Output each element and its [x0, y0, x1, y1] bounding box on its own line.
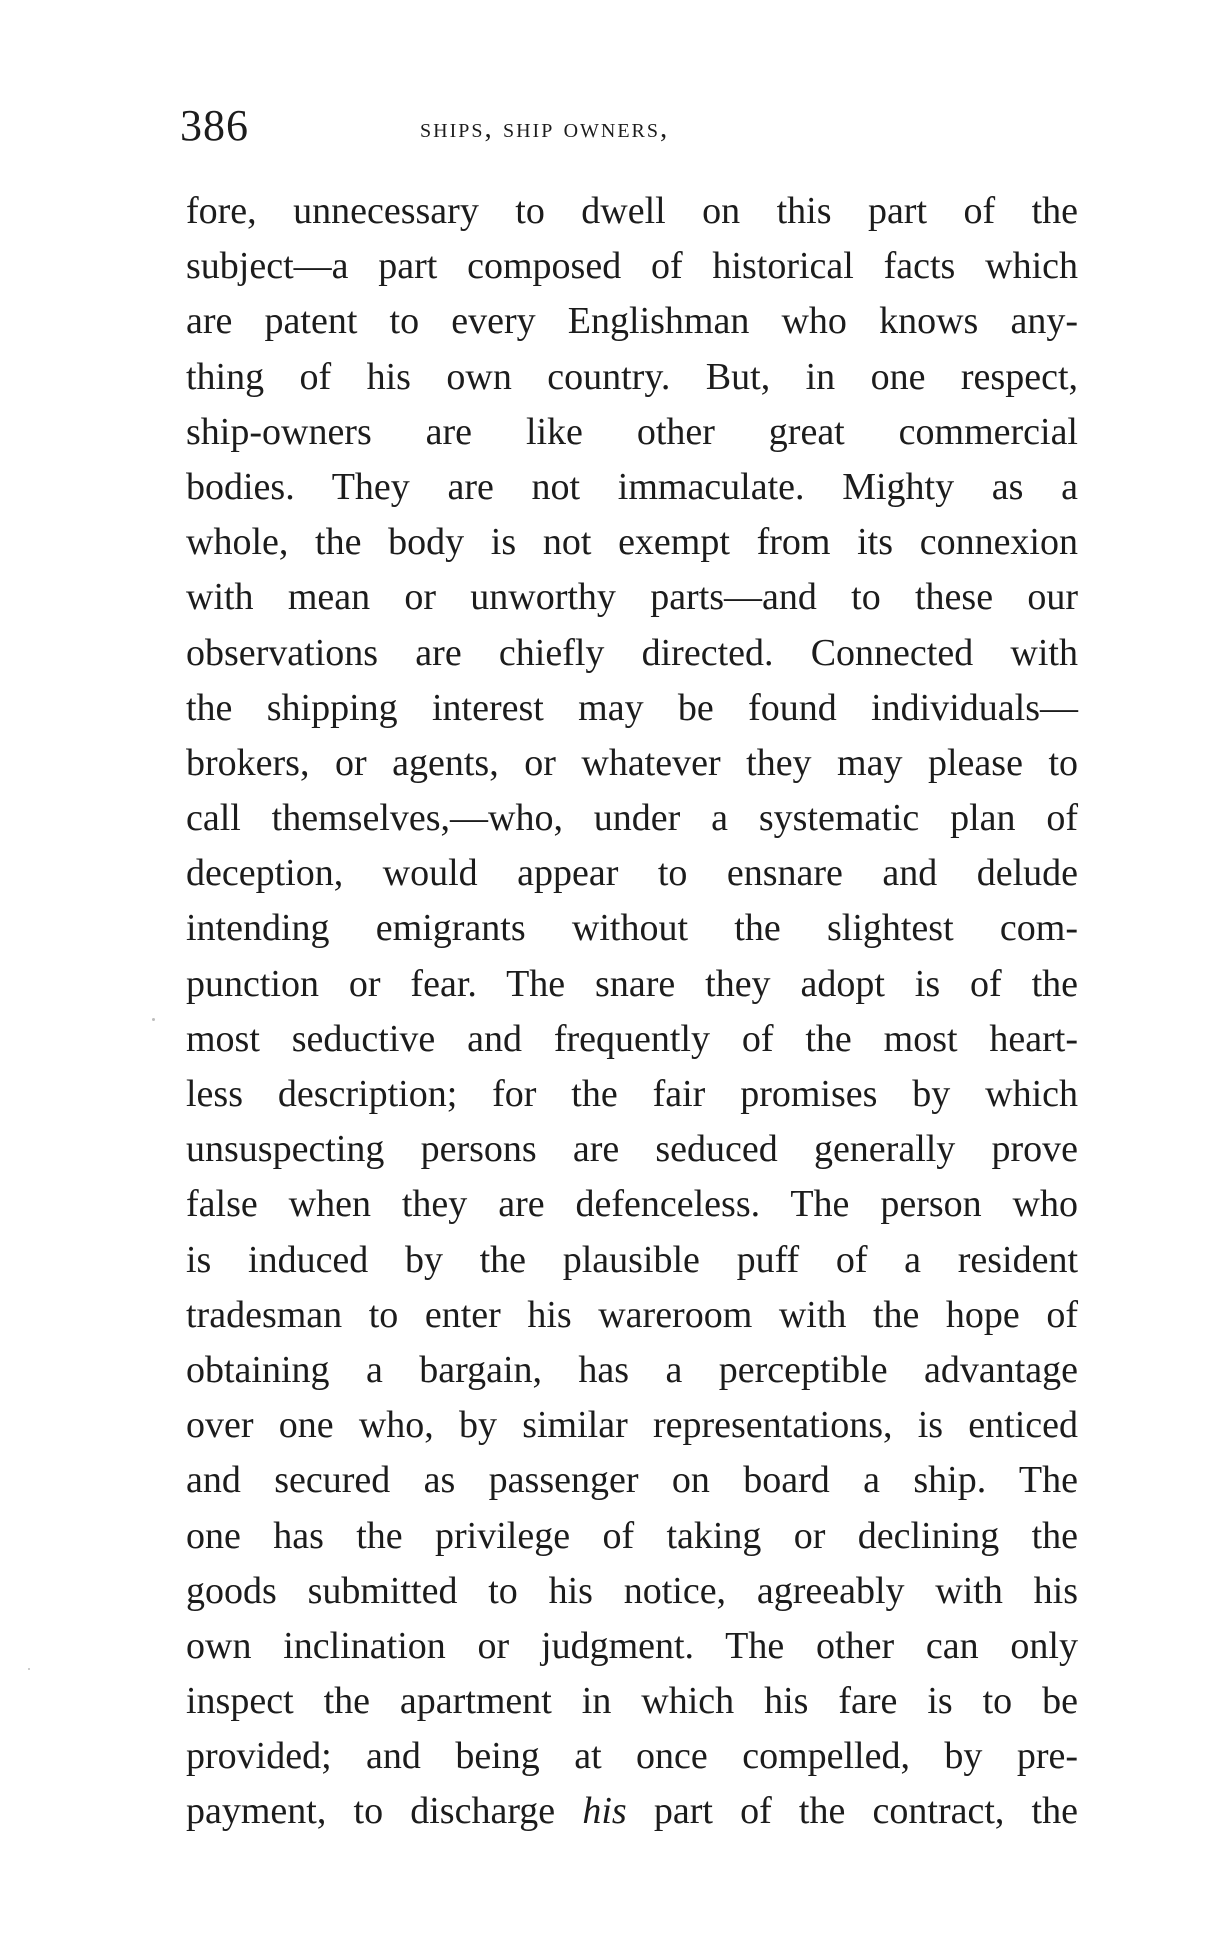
text-line: inspect the apartment in which his fare is to be — [186, 1680, 1078, 1723]
text-line: provided; and being at once compelled, by pre- — [186, 1735, 1078, 1778]
text-line: bodies. They are not immaculate. Mighty as a — [186, 465, 1078, 508]
page-number: 386 — [180, 101, 249, 150]
paper-speck — [28, 1668, 30, 1670]
paper-speck — [152, 1018, 155, 1021]
text-line: subject—a part composed of historical facts which — [186, 245, 1078, 288]
text-line: and secured as passenger on board a ship. The — [186, 1459, 1078, 1502]
text-line: intending emigrants without the slightest com- — [186, 907, 1078, 950]
text-line: the shipping interest may be found individuals— — [186, 686, 1078, 729]
text-line: goods submitted to his notice, agreeably with his — [186, 1569, 1078, 1612]
text-line: false when they are defenceless. The person who — [186, 1183, 1078, 1226]
text-line: deception, would appear to ensnare and delude — [186, 852, 1078, 895]
text-line: is induced by the plausible puff of a resident — [186, 1238, 1078, 1281]
text-line: whole, the body is not exempt from its connexion — [186, 521, 1078, 564]
text-line: punction or fear. The snare they adopt is of the — [186, 962, 1078, 1005]
text-line: with mean or unworthy parts—and to these our — [186, 576, 1078, 619]
text-run: payment, to discharge — [186, 1790, 583, 1833]
text-line: call themselves,—who, under a systematic plan of — [186, 797, 1078, 840]
text-line: one has the privilege of taking or declining the — [186, 1514, 1078, 1557]
running-title: ships, ship owners, — [420, 112, 670, 144]
text-line: fore, unnecessary to dwell on this part of the — [186, 190, 1078, 232]
text-line: brokers, or agents, or whatever they may please to — [186, 741, 1078, 784]
text-line: ship-owners are like other great commercial — [186, 410, 1078, 453]
italic-word: his — [582, 1790, 627, 1833]
running-head — [180, 100, 1080, 160]
text-line: most seductive and frequently of the most heart- — [186, 1017, 1078, 1060]
text-line: unsuspecting persons are seduced generally prove — [186, 1128, 1078, 1171]
body-text — [186, 184, 1078, 1840]
text-line: over one who, by similar representations, is enticed — [186, 1404, 1078, 1447]
text-line: tradesman to enter his wareroom with the hope of — [186, 1293, 1078, 1336]
text-line: own inclination or judgment. The other can only — [186, 1624, 1078, 1667]
text-line: observations are chiefly directed. Connected with — [186, 631, 1078, 674]
text-line-last — [186, 1784, 1078, 1839]
text-line: are patent to every Englishman who knows any- — [186, 300, 1078, 343]
text-line: less description; for the fair promises by which — [186, 1073, 1078, 1115]
text-line: obtaining a bargain, has a perceptible advantage — [186, 1348, 1078, 1391]
text-run: part of the contract, the — [626, 1790, 1078, 1833]
text-line: thing of his own country. But, in one respect, — [186, 355, 1078, 398]
